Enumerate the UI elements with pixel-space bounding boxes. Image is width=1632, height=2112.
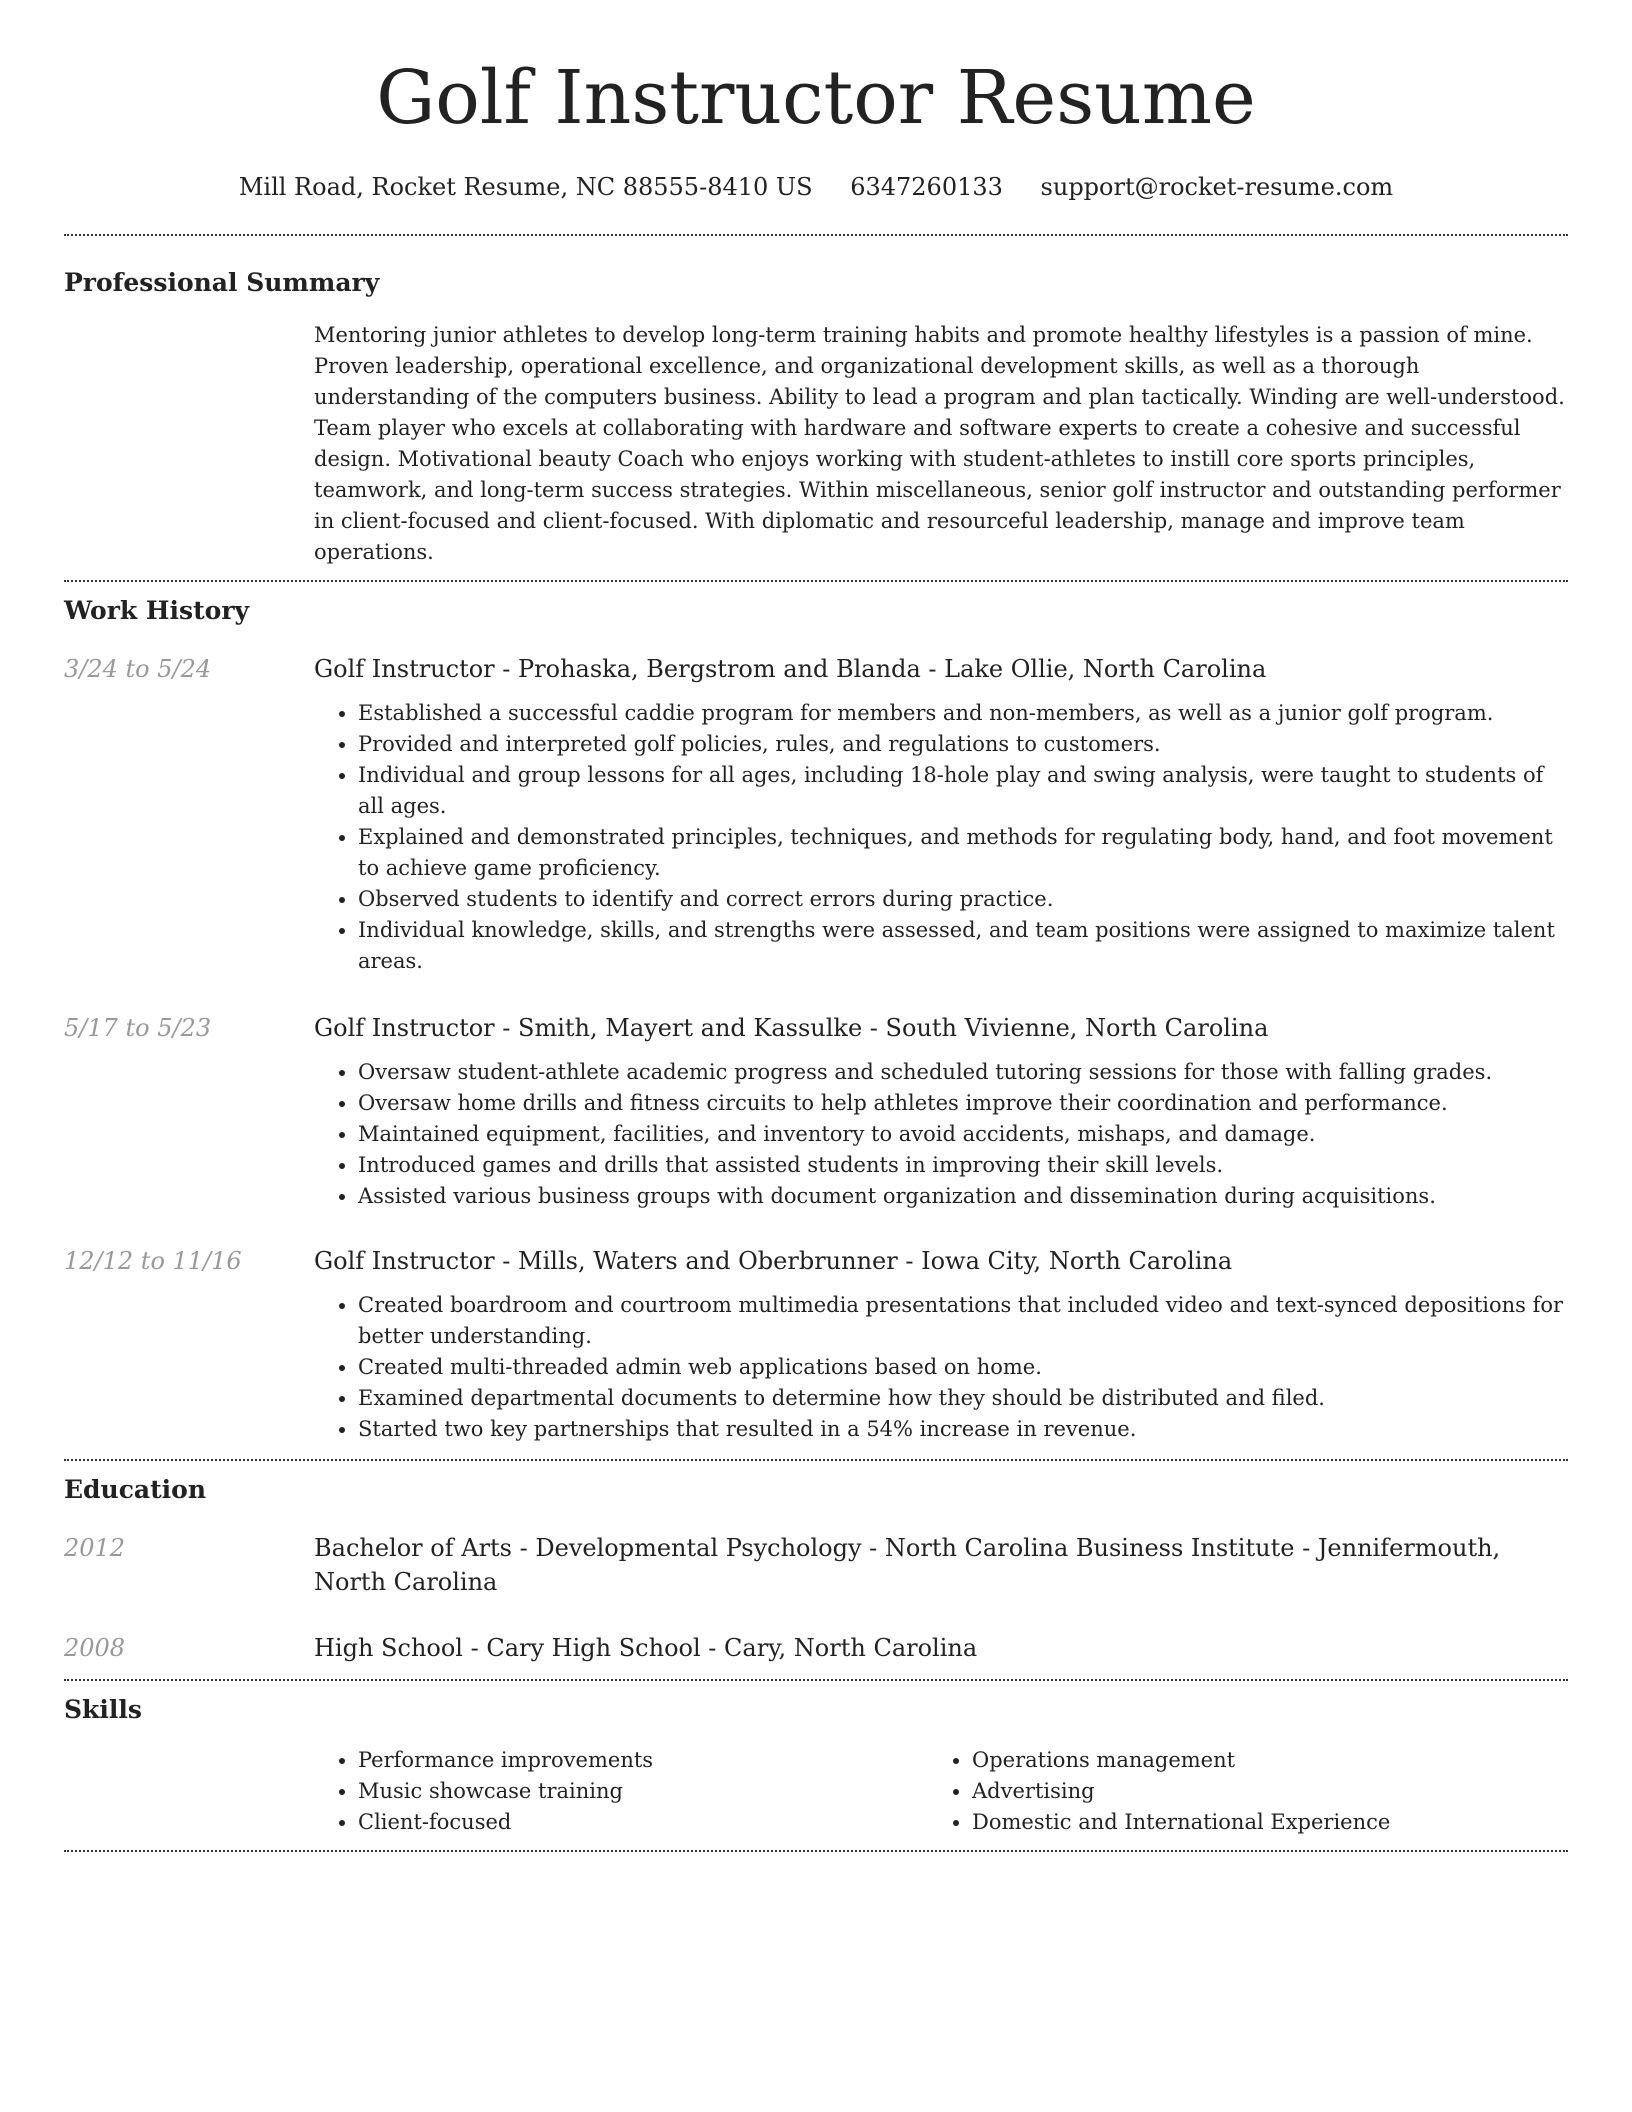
list-item: • Performance improvements bbox=[358, 1745, 928, 1776]
education-field: Developmental Psychology bbox=[535, 1534, 862, 1562]
list-item: • Domestic and International Experience bbox=[972, 1807, 1542, 1838]
separator: - bbox=[512, 1534, 536, 1562]
skills-list-left bbox=[314, 1745, 928, 1838]
list-item: • Advertising bbox=[972, 1776, 1542, 1807]
contact-address: Mill Road, Rocket Resume, NC 88555-8410 US bbox=[238, 173, 813, 201]
job-company: Mills, Waters and Oberbrunner bbox=[518, 1247, 898, 1275]
list-item: • Music showcase training bbox=[358, 1776, 928, 1807]
job-dates: 5/17 to 5/23 bbox=[64, 1014, 212, 1042]
list-item: • Examined departmental documents to determine how they should be distributed and filed. bbox=[358, 1383, 1568, 1414]
education-school: Cary High School bbox=[486, 1634, 701, 1662]
education-year: 2012 bbox=[64, 1534, 126, 1562]
education-degree: Bachelor of Arts bbox=[314, 1534, 512, 1562]
list-item: • Individual and group lessons for all ages, including 18-hole play and swing analysis, were taught to students of all ages. bbox=[358, 760, 1568, 822]
job-heading bbox=[314, 652, 1568, 686]
list-item: • Oversaw student-athlete academic progress and scheduled tutoring sessions for those with falling grades. bbox=[358, 1057, 1568, 1088]
education-heading bbox=[314, 1631, 1568, 1665]
section-heading-summary: Professional Summary bbox=[64, 268, 380, 297]
separator: - bbox=[897, 1247, 922, 1275]
contact-phone: 6347260133 bbox=[850, 173, 1003, 201]
job-dates: 3/24 to 5/24 bbox=[64, 655, 212, 683]
separator: - bbox=[494, 1247, 519, 1275]
separator: - bbox=[700, 1634, 725, 1662]
list-item: • Operations management bbox=[972, 1745, 1542, 1776]
separator: - bbox=[1294, 1534, 1318, 1562]
separator: - bbox=[462, 1634, 487, 1662]
job-location: Lake Ollie, North Carolina bbox=[944, 655, 1267, 683]
separator: - bbox=[862, 1014, 886, 1042]
contact-email: support@rocket-resume.com bbox=[1040, 173, 1394, 201]
skills-list-right bbox=[928, 1745, 1542, 1838]
list-item: • Observed students to identify and correct errors during practice. bbox=[358, 884, 1568, 915]
education-entry bbox=[64, 1531, 1568, 1599]
job-company: Smith, Mayert and Kassulke bbox=[518, 1014, 863, 1042]
job-dates: 12/12 to 11/16 bbox=[64, 1247, 242, 1275]
job-title: Golf Instructor bbox=[314, 655, 495, 683]
education-location: Jennifermouth, North Carolina bbox=[314, 1534, 1501, 1596]
separator: - bbox=[861, 1534, 885, 1562]
job-title: Golf Instructor bbox=[314, 1247, 495, 1275]
job-entry bbox=[64, 1244, 1568, 1459]
job-title: Golf Instructor bbox=[314, 1014, 495, 1042]
education-location: Cary, North Carolina bbox=[724, 1634, 978, 1662]
separator: - bbox=[494, 655, 519, 683]
job-location: South Vivienne, North Carolina bbox=[885, 1014, 1269, 1042]
list-item: • Created multi-threaded admin web applications based on home. bbox=[358, 1352, 1568, 1383]
list-item: • Individual knowledge, skills, and strengths were assessed, and team positions were assigned to maximize talent areas. bbox=[358, 915, 1568, 977]
list-item: • Provided and interpreted golf policies, rules, and regulations to customers. bbox=[358, 729, 1568, 760]
job-bullets bbox=[314, 1290, 1568, 1445]
job-entry bbox=[64, 652, 1568, 977]
summary-section bbox=[64, 236, 1568, 568]
education-section bbox=[64, 1461, 1568, 1665]
list-item: • Maintained equipment, facilities, and inventory to avoid accidents, mishaps, and damage. bbox=[358, 1119, 1568, 1150]
job-bullets bbox=[314, 698, 1568, 977]
list-item: • Client-focused bbox=[358, 1807, 928, 1838]
skills-section bbox=[64, 1681, 1568, 1838]
skills-columns bbox=[314, 1745, 1568, 1838]
section-divider bbox=[64, 1850, 1568, 1852]
job-heading bbox=[314, 1244, 1568, 1278]
job-company: Prohaska, Bergstrom and Blanda bbox=[518, 655, 921, 683]
list-item: • Assisted various business groups with document organization and dissemination during acquisitions. bbox=[358, 1181, 1568, 1212]
job-entry bbox=[64, 1011, 1568, 1212]
summary-text: Mentoring junior athletes to develop long-term training habits and promote healthy lifestyles is a passion of mine. Proven leadership, operational excellence, and organizational development skills, as well as a thorough understanding of the computers business. Ability to lead a program and plan tactically. Winding are well-understood. Team player who excels at collaborating with hardware and software experts to create a cohesive and successful design. Motivational beauty Coach who enjoys working with student-athletes to instill core sports principles, teamwork, and long-term success strategies. Within miscellaneous, senior golf instructor and outstanding performer in client-focused and client-focused. With diplomatic and resourceful leadership, manage and improve team operations. bbox=[314, 323, 1565, 564]
separator: - bbox=[920, 655, 945, 683]
separator: - bbox=[494, 1014, 519, 1042]
list-item: • Oversaw home drills and fitness circuits to help athletes improve their coordination and performance. bbox=[358, 1088, 1568, 1119]
job-bullets bbox=[314, 1057, 1568, 1212]
list-item: • Created boardroom and courtroom multimedia presentations that included video and text-synced depositions for better understanding. bbox=[358, 1290, 1568, 1352]
list-item: • Introduced games and drills that assisted students in improving their skill levels. bbox=[358, 1150, 1568, 1181]
education-entry bbox=[64, 1631, 1568, 1665]
education-school: North Carolina Business Institute bbox=[884, 1534, 1295, 1562]
list-item: • Explained and demonstrated principles, techniques, and methods for regulating body, hand, and foot movement to achieve game proficiency. bbox=[358, 822, 1568, 884]
section-heading-work: Work History bbox=[64, 596, 250, 625]
education-year: 2008 bbox=[64, 1634, 126, 1662]
list-item: • Established a successful caddie program for members and non-members, as well as a junior golf program. bbox=[358, 698, 1568, 729]
job-location: Iowa City, North Carolina bbox=[921, 1247, 1233, 1275]
education-heading bbox=[314, 1531, 1568, 1599]
list-item: • Started two key partnerships that resulted in a 54% increase in revenue. bbox=[358, 1414, 1568, 1445]
job-content bbox=[314, 1011, 1568, 1212]
job-content bbox=[314, 1244, 1568, 1459]
section-heading-skills: Skills bbox=[64, 1695, 142, 1724]
page-title: Golf Instructor Resume bbox=[376, 55, 1256, 141]
education-degree: High School bbox=[314, 1634, 463, 1662]
job-content bbox=[314, 652, 1568, 977]
contact-line bbox=[64, 170, 1568, 204]
work-section bbox=[64, 582, 1568, 1459]
job-heading bbox=[314, 1011, 1568, 1045]
section-heading-education: Education bbox=[64, 1475, 207, 1504]
